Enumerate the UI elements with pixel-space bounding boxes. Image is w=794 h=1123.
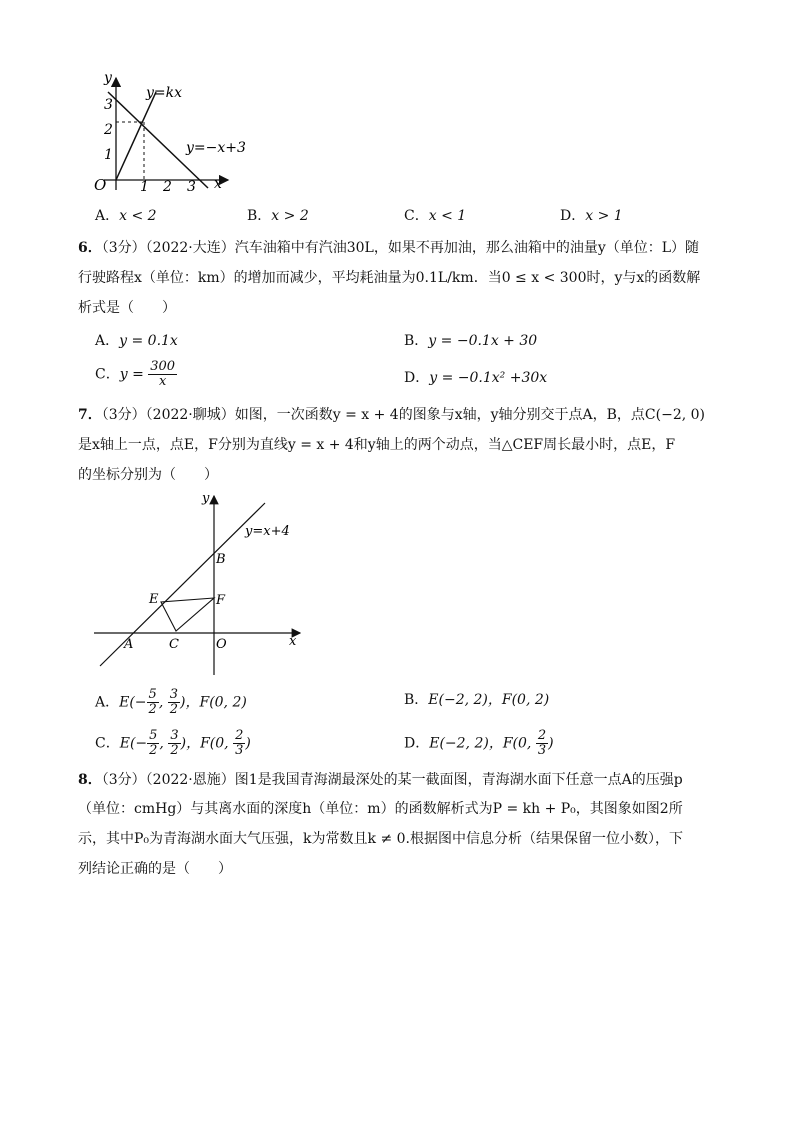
q6-option-b[interactable]: B．y = −0.1x + 30: [404, 333, 538, 349]
q8-line1: 8．（3分）（2022·恩施）图1是我国青海湖最深处的某一截面图，青海湖水面下任意一点A的压强p: [78, 772, 683, 788]
point-f: F: [216, 593, 226, 608]
point-c: C: [169, 637, 179, 652]
point-b: B: [216, 552, 226, 567]
point-a: A: [124, 637, 134, 652]
q6-line1: 6．（3分）（2022·大连）汽车油箱中有汽油30L，如果不再加油，那么油箱中的油量y（单位：L）随: [78, 240, 700, 256]
xtick-2: 2: [163, 179, 172, 195]
point-o: O: [216, 637, 227, 652]
q7-option-b[interactable]: B．E(−2, 2)，F(0, 2): [404, 692, 550, 708]
ytick-1: 1: [104, 147, 113, 163]
q6-option-d[interactable]: D．y = −0.1x² +30x: [404, 370, 548, 386]
q8-line4: 列结论正确的是（ ）: [78, 861, 232, 877]
y-label: y: [202, 491, 210, 506]
q5-option-a[interactable]: A．x < 2: [95, 208, 157, 224]
q7-line1: 7．（3分）（2022·聊城）如图，一次函数y = x + 4的图象与x轴，y轴分别交于点A，B，点C(−2, 0): [78, 407, 705, 423]
q7-option-a[interactable]: A．E(− $\frac{5}{2}$ , $\frac{3}{2}$ )，F(0, 2): [95, 687, 247, 717]
triangle-cef: [161, 598, 214, 631]
line-label: y=x+4: [245, 524, 290, 539]
q7-line2: 是x轴上一点，点E，F分别为直线y = x + 4和y轴上的两个动点，当△CEF周长最小时，点E，F: [78, 437, 676, 453]
q8-line3: 示，其中P₀为青海湖水面大气压强，k为常数且k ≠ 0.根据图中信息分析（结果保留一位小数），下: [78, 831, 683, 847]
label-neg-x-3: y=−x+3: [186, 140, 246, 156]
q6-line3: 析式是（ ）: [78, 300, 176, 316]
ytick-3: 3: [104, 97, 113, 113]
q5-option-c[interactable]: C．x < 1: [404, 208, 467, 224]
q6-option-c-fraction: $\frac{300}{x}$: [150, 359, 176, 389]
q5-option-d[interactable]: D．x > 1: [560, 208, 623, 224]
point-e: E: [149, 592, 159, 607]
q6-option-a[interactable]: A．y = 0.1x: [95, 333, 178, 349]
q7-option-c[interactable]: C．E(− $\frac{5}{2}$ , $\frac{3}{2}$ )，F(0, $\frac{2}{3}$ ): [95, 728, 251, 758]
q5-option-b[interactable]: B．x > 2: [247, 208, 309, 224]
ytick-2: 2: [104, 122, 113, 138]
x-label: x: [214, 176, 222, 192]
x-label: x: [289, 634, 297, 649]
q7-graph: [90, 490, 310, 680]
xtick-3: 3: [187, 179, 196, 195]
xtick-1: 1: [140, 179, 149, 195]
q6-option-c[interactable]: C．y = $\frac{300}{x}$: [95, 359, 176, 389]
q5-graph: [88, 70, 258, 195]
q6-line2: 行驶路程x（单位：km）的增加而减少，平均耗油量为0.1L/km．当0 ≤ x < 300时，y与x的函数解: [78, 270, 701, 286]
q7-option-d[interactable]: D．E(−2, 2)，F(0, $\frac{2}{3}$ ): [404, 728, 554, 758]
y-label: y: [104, 70, 112, 86]
origin-label: O: [94, 176, 107, 194]
q8-line2: （单位：cmHg）与其离水面的深度h（单位：m）的函数解析式为P = kh + P₀，其图象如图2所: [78, 801, 683, 817]
label-kx: y=kx: [146, 85, 183, 101]
q7-line3: 的坐标分别为（ ）: [78, 467, 218, 483]
